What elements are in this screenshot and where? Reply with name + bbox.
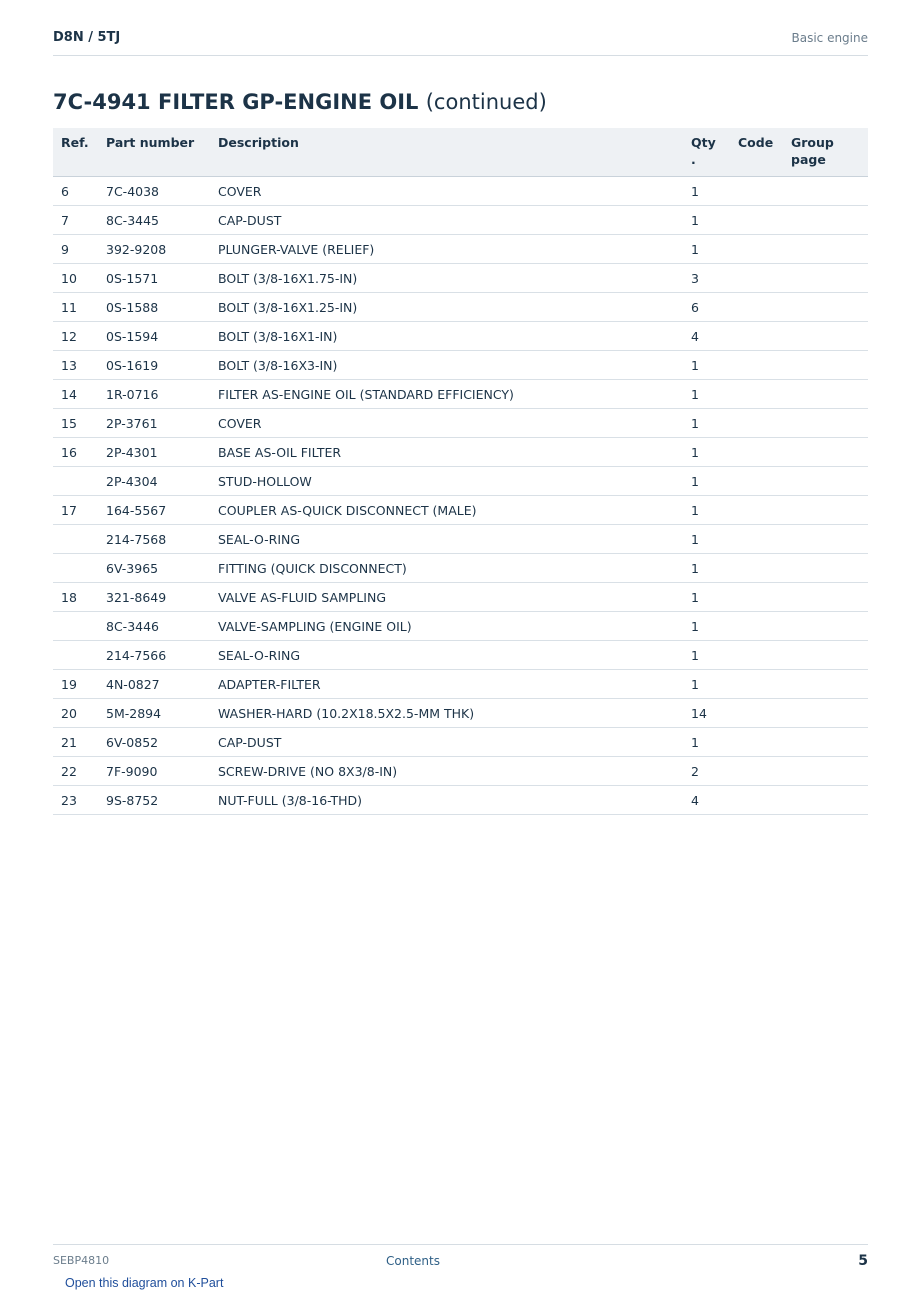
cell-code: [738, 554, 791, 583]
cell-description: NUT-FULL (3/8-16-THD): [218, 786, 691, 815]
cell-ref: 9: [53, 235, 106, 264]
cell-code: [738, 496, 791, 525]
cell-qty: 1: [691, 670, 738, 699]
cell-group-page: [791, 235, 868, 264]
cell-code: [738, 699, 791, 728]
col-code: Code: [738, 128, 791, 177]
cell-qty: 1: [691, 177, 738, 206]
cell-group-page: [791, 322, 868, 351]
cell-description: WASHER-HARD (10.2X18.5X2.5-MM THK): [218, 699, 691, 728]
table-row: [53, 757, 868, 786]
cell-description: BOLT (3/8-16X1.25-IN): [218, 293, 691, 322]
cell-code: [738, 786, 791, 815]
cell-part-number: 2P-4304: [106, 467, 218, 496]
cell-part-number: 6V-0852: [106, 728, 218, 757]
table-row: [53, 670, 868, 699]
title-main: 7C-4941 FILTER GP-ENGINE OIL: [53, 90, 419, 114]
cell-description: BOLT (3/8-16X3-IN): [218, 351, 691, 380]
cell-group-page: [791, 612, 868, 641]
table-row: [53, 177, 868, 206]
cell-qty: 1: [691, 380, 738, 409]
cell-ref: [53, 554, 106, 583]
cell-qty: 3: [691, 264, 738, 293]
cell-ref: 16: [53, 438, 106, 467]
cell-part-number: 1R-0716: [106, 380, 218, 409]
cell-code: [738, 525, 791, 554]
cell-ref: 6: [53, 177, 106, 206]
cell-qty: 1: [691, 206, 738, 235]
cell-part-number: 2P-3761: [106, 409, 218, 438]
cell-ref: [53, 525, 106, 554]
cell-part-number: 392-9208: [106, 235, 218, 264]
cell-part-number: 8C-3445: [106, 206, 218, 235]
cell-ref: 15: [53, 409, 106, 438]
col-group-page: [791, 128, 868, 177]
table-row: [53, 264, 868, 293]
cell-qty: 14: [691, 699, 738, 728]
parts-table: [53, 128, 868, 815]
col-group-line1: Group: [791, 135, 834, 150]
cell-code: [738, 583, 791, 612]
cell-group-page: [791, 786, 868, 815]
table-row: [53, 525, 868, 554]
cell-ref: 10: [53, 264, 106, 293]
table-row: [53, 699, 868, 728]
cell-group-page: [791, 583, 868, 612]
table-row: [53, 786, 868, 815]
cell-ref: 17: [53, 496, 106, 525]
contents-link[interactable]: Contents: [386, 1254, 440, 1268]
cell-part-number: 321-8649: [106, 583, 218, 612]
cell-part-number: 5M-2894: [106, 699, 218, 728]
cell-description: BOLT (3/8-16X1.75-IN): [218, 264, 691, 293]
col-qty-line1: Qty: [691, 135, 716, 150]
model-label: D8N / 5TJ: [53, 30, 121, 45]
table-row: [53, 351, 868, 380]
cell-part-number: 7C-4038: [106, 177, 218, 206]
table-header-row: [53, 128, 868, 177]
cell-part-number: 0S-1588: [106, 293, 218, 322]
cell-group-page: [791, 670, 868, 699]
cell-ref: 23: [53, 786, 106, 815]
cell-qty: 4: [691, 786, 738, 815]
table-row: [53, 612, 868, 641]
cell-part-number: 0S-1619: [106, 351, 218, 380]
cell-group-page: [791, 757, 868, 786]
cell-part-number: 164-5567: [106, 496, 218, 525]
table-row: [53, 409, 868, 438]
section-name: Basic engine: [791, 31, 868, 45]
cell-ref: 18: [53, 583, 106, 612]
cell-code: [738, 757, 791, 786]
cell-qty: 1: [691, 525, 738, 554]
cell-code: [738, 206, 791, 235]
cell-ref: 11: [53, 293, 106, 322]
cell-group-page: [791, 554, 868, 583]
table-row: [53, 467, 868, 496]
cell-group-page: [791, 641, 868, 670]
cell-code: [738, 293, 791, 322]
cell-group-page: [791, 264, 868, 293]
cell-group-page: [791, 380, 868, 409]
cell-code: [738, 177, 791, 206]
cell-qty: 1: [691, 583, 738, 612]
cell-description: COUPLER AS-QUICK DISCONNECT (MALE): [218, 496, 691, 525]
table-row: [53, 438, 868, 467]
table-row: [53, 496, 868, 525]
cell-description: COVER: [218, 177, 691, 206]
cell-ref: [53, 641, 106, 670]
table-row: [53, 583, 868, 612]
cell-qty: 1: [691, 554, 738, 583]
cell-qty: 1: [691, 612, 738, 641]
cell-ref: 21: [53, 728, 106, 757]
cell-group-page: [791, 409, 868, 438]
cell-description: CAP-DUST: [218, 728, 691, 757]
cell-code: [738, 264, 791, 293]
cell-part-number: 2P-4301: [106, 438, 218, 467]
cell-code: [738, 438, 791, 467]
page-number: 5: [858, 1253, 868, 1269]
cell-part-number: 4N-0827: [106, 670, 218, 699]
cell-qty: 1: [691, 467, 738, 496]
cell-description: VALVE-SAMPLING (ENGINE OIL): [218, 612, 691, 641]
cell-ref: 19: [53, 670, 106, 699]
cell-description: SEAL-O-RING: [218, 525, 691, 554]
cell-code: [738, 351, 791, 380]
cell-code: [738, 409, 791, 438]
cell-group-page: [791, 206, 868, 235]
cell-description: FILTER AS-ENGINE OIL (STANDARD EFFICIENCY): [218, 380, 691, 409]
table-row: [53, 293, 868, 322]
cell-code: [738, 380, 791, 409]
cell-code: [738, 728, 791, 757]
cell-code: [738, 612, 791, 641]
cell-group-page: [791, 351, 868, 380]
table-row: [53, 206, 868, 235]
col-part-number: Part number: [106, 128, 218, 177]
cell-description: BOLT (3/8-16X1-IN): [218, 322, 691, 351]
cell-group-page: [791, 728, 868, 757]
cell-description: BASE AS-OIL FILTER: [218, 438, 691, 467]
cell-part-number: 0S-1571: [106, 264, 218, 293]
cell-ref: [53, 467, 106, 496]
cell-qty: 1: [691, 409, 738, 438]
page-title: [53, 90, 547, 114]
cell-qty: 1: [691, 641, 738, 670]
col-description: Description: [218, 128, 691, 177]
page-footer: [53, 1244, 868, 1270]
table-row: [53, 728, 868, 757]
cell-ref: 14: [53, 380, 106, 409]
cell-code: [738, 467, 791, 496]
cell-qty: 1: [691, 351, 738, 380]
cell-description: ADAPTER-FILTER: [218, 670, 691, 699]
col-qty: [691, 128, 738, 177]
cell-qty: 6: [691, 293, 738, 322]
table-row: [53, 554, 868, 583]
cell-ref: 22: [53, 757, 106, 786]
cell-ref: [53, 612, 106, 641]
table-row: [53, 322, 868, 351]
cell-group-page: [791, 177, 868, 206]
cell-description: PLUNGER-VALVE (RELIEF): [218, 235, 691, 264]
document-id: SEBP4810: [53, 1254, 110, 1267]
col-group-line2: page: [791, 152, 826, 167]
cell-description: CAP-DUST: [218, 206, 691, 235]
cell-part-number: 8C-3446: [106, 612, 218, 641]
col-qty-line2: .: [691, 152, 696, 167]
cell-ref: 7: [53, 206, 106, 235]
cell-code: [738, 670, 791, 699]
cell-part-number: 0S-1594: [106, 322, 218, 351]
cell-ref: 13: [53, 351, 106, 380]
cell-part-number: 7F-9090: [106, 757, 218, 786]
cell-qty: 1: [691, 496, 738, 525]
cell-description: COVER: [218, 409, 691, 438]
cell-description: STUD-HOLLOW: [218, 467, 691, 496]
cell-code: [738, 641, 791, 670]
cell-qty: 1: [691, 235, 738, 264]
table-row: [53, 235, 868, 264]
cell-group-page: [791, 467, 868, 496]
page-header: [53, 28, 868, 56]
parts-table-body: [53, 177, 868, 815]
cell-ref: 12: [53, 322, 106, 351]
cell-description: SEAL-O-RING: [218, 641, 691, 670]
cell-code: [738, 235, 791, 264]
cell-part-number: 9S-8752: [106, 786, 218, 815]
cell-group-page: [791, 699, 868, 728]
cell-group-page: [791, 496, 868, 525]
cell-description: SCREW-DRIVE (NO 8X3/8-IN): [218, 757, 691, 786]
cell-group-page: [791, 293, 868, 322]
cell-code: [738, 322, 791, 351]
table-row: [53, 641, 868, 670]
cell-group-page: [791, 525, 868, 554]
open-kpart-link[interactable]: Open this diagram on K-Part: [65, 1276, 224, 1290]
cell-description: VALVE AS-FLUID SAMPLING: [218, 583, 691, 612]
cell-qty: 4: [691, 322, 738, 351]
cell-qty: 2: [691, 757, 738, 786]
table-row: [53, 380, 868, 409]
cell-qty: 1: [691, 728, 738, 757]
title-suffix: (continued): [425, 90, 547, 114]
col-ref: Ref.: [53, 128, 106, 177]
cell-group-page: [791, 438, 868, 467]
cell-ref: 20: [53, 699, 106, 728]
cell-part-number: 214-7568: [106, 525, 218, 554]
cell-part-number: 6V-3965: [106, 554, 218, 583]
cell-part-number: 214-7566: [106, 641, 218, 670]
cell-description: FITTING (QUICK DISCONNECT): [218, 554, 691, 583]
cell-qty: 1: [691, 438, 738, 467]
